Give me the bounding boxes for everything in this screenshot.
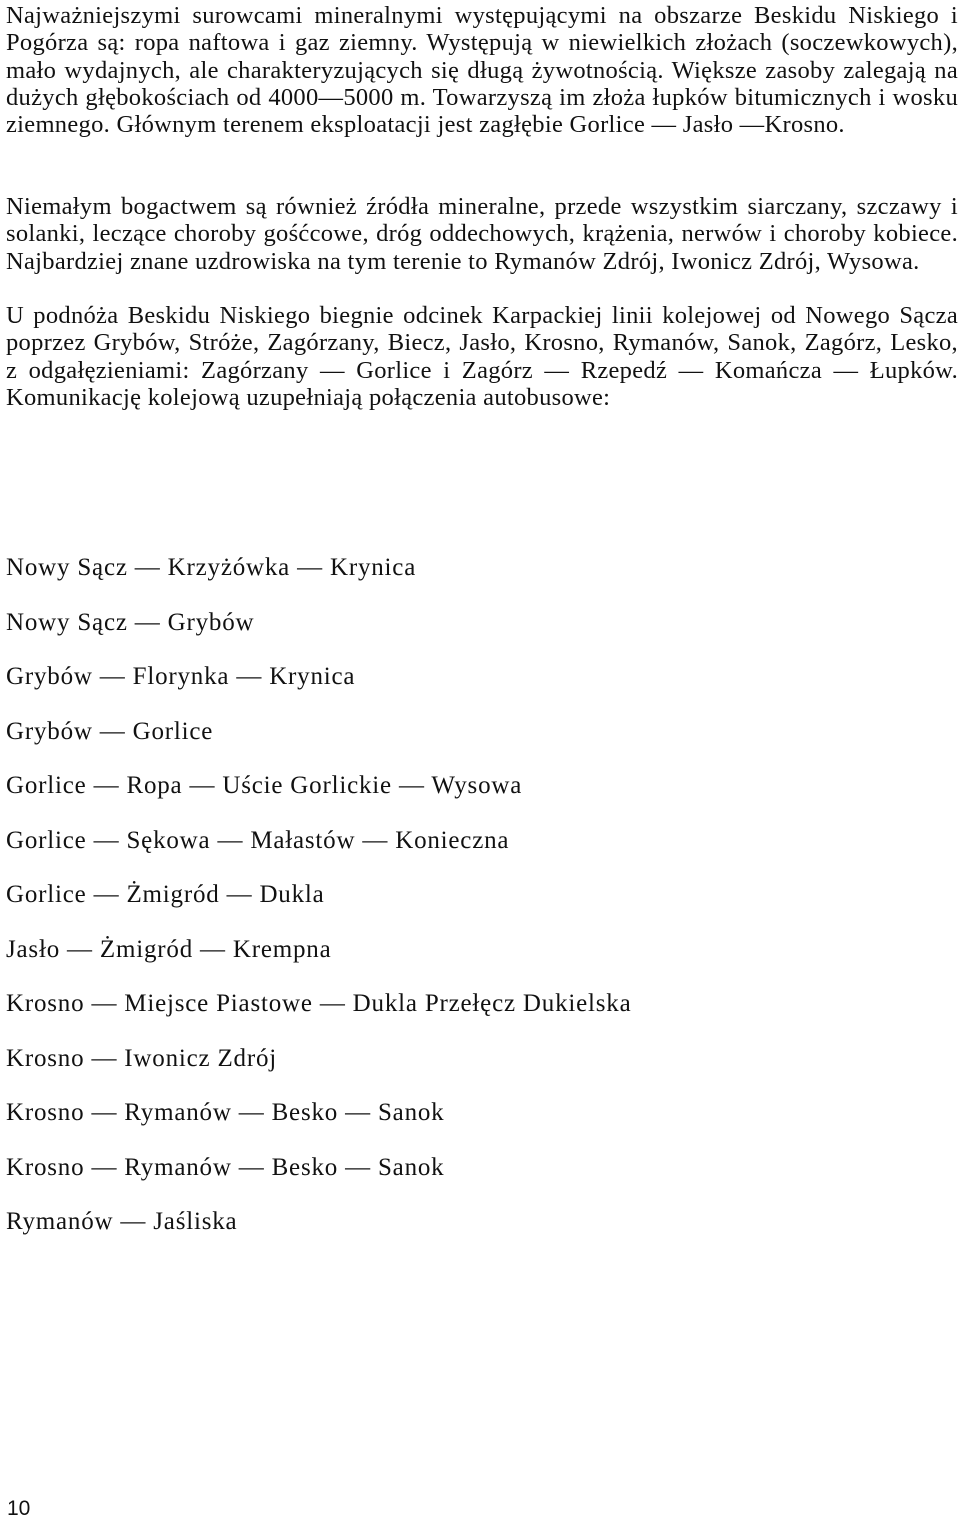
list-item: Krosno — Iwonicz Zdrój	[6, 1044, 278, 1072]
bus-route-list	[6, 553, 946, 1262]
page-number: 10	[7, 1497, 31, 1520]
list-item: Rymanów — Jaśliska	[6, 1208, 238, 1235]
list-item: Gorlice — Żmigród — Dukla	[6, 881, 325, 908]
paragraph-springs: Niemałym bogactwem są również źródła mineralne, przede wszystkim siarczany, szczawy i solanki, leczące choroby gośćcowe, dróg oddechowych, krążenia, nerwów i choroby kobiece. Najbardziej znane uzdrowiska na tym terenie to Rymanów Zdrój, Iwonicz Zdrój, Wysowa.	[6, 193, 958, 275]
list-item: Gorlice — Ropa — Uście Gorlickie — Wysowa	[6, 772, 523, 799]
paragraph-minerals: Najważniejszymi surowcami mineralnymi występującymi na obszarze Beskidu Niskiego i Pogórza są: ropa naftowa i gaz ziemny. Występują w niewielkich złożach (soczewkowych), mało wydajnych, ale charakteryzujących się długą żywotnością. Większe zasoby zalegają na dużych głębokościach od 4000—5000 m. Towarzyszą im złoża łupków bitumicznych i wosku ziemnego. Głównym terenem eksploatacji jest zagłębie Gorlice — Jasło —Krosno.	[6, 2, 958, 139]
paragraph-railway: U podnóża Beskidu Niskiego biegnie odcinek Karpackiej linii kolejowej od Nowego Sącza poprzez Grybów, Stróże, Zagórzany, Biecz, Jasło, Krosno, Rymanów, Sanok, Zagórz, Lesko, z odgałęzieniami: Zagórzany — Gorlice i Zagórz — Rzepedź — Komańcza — Łupków. Komunikację kolejową uzupełniają połączenia autobusowe:	[6, 302, 958, 411]
list-item: Grybów — Florynka — Krynica	[6, 663, 356, 690]
list-item: Nowy Sącz — Grybów	[6, 608, 255, 636]
list-item: Nowy Sącz — Krzyżówka — Krynica	[6, 554, 417, 581]
list-item: Krosno — Rymanów — Besko — Sanok	[6, 1099, 445, 1126]
list-item: Krosno — Rymanów — Besko — Sanok	[6, 1153, 445, 1181]
list-item: Grybów — Gorlice	[6, 717, 214, 745]
list-item: Krosno — Miejsce Piastowe — Dukla Przełęcz Dukielska	[6, 990, 632, 1017]
list-item: Jasło — Żmigród — Krempna	[6, 935, 332, 963]
list-item: Gorlice — Sękowa — Małastów — Konieczna	[6, 826, 510, 854]
